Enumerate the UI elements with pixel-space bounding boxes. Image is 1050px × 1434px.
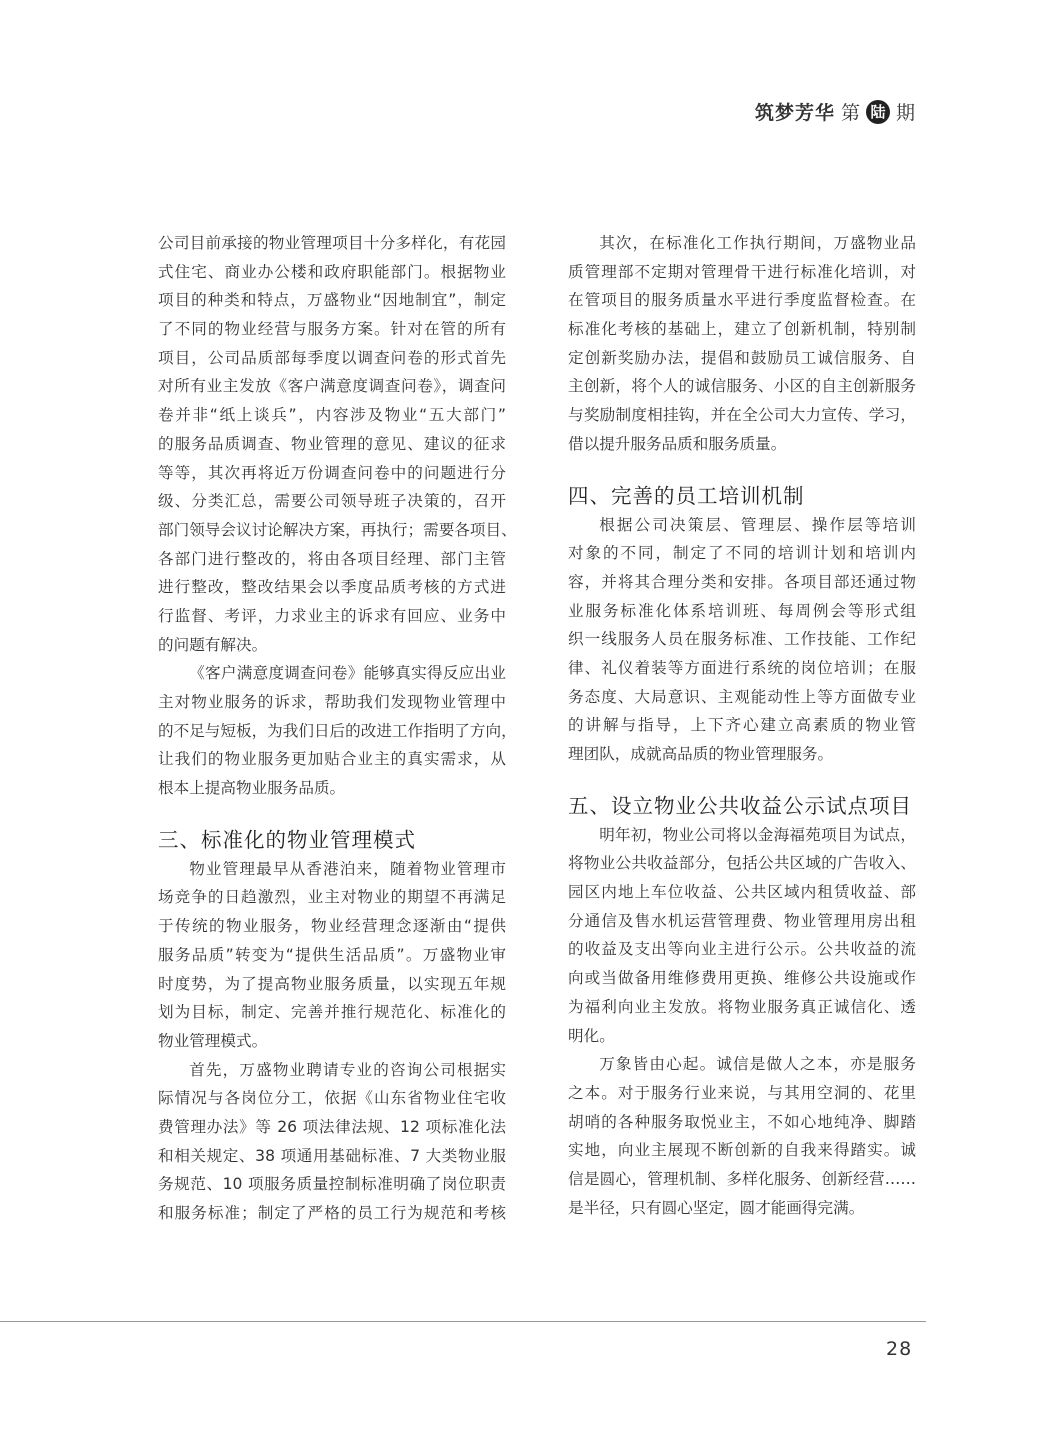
text-line: 明年初，物业公司将以金海福苑项目为试点， — [599, 825, 916, 844]
text-line: 物业管理最早从香港泊来，随着物业管理市 — [189, 859, 506, 878]
text-line: 的问题有解决。 — [158, 635, 268, 654]
text-line: 了不同的物业经营与服务方案。针对在管的所有 — [158, 320, 506, 339]
text-line: 之本。对于服务行业来说，与其用空洞的、花里 — [568, 1083, 916, 1102]
text-line: 律、礼仪着装等方面进行系统的岗位培训；在服 — [568, 658, 916, 677]
section-heading: 五、设立物业公共收益公示试点项目 — [568, 793, 912, 818]
paragraph — [158, 659, 517, 802]
text-line: 对象的不同，制定了不同的培训计划和培训内 — [568, 544, 916, 563]
text-line: 织一线服务人员在服务标准、工作技能、工作纪 — [568, 630, 916, 649]
text-line: 和相关规定、38 项通用基础标准、7 大类物业服 — [158, 1146, 506, 1165]
paragraph — [568, 821, 916, 1051]
text-line: 的讲解与指导，上下齐心建立高素质的物业管 — [568, 716, 916, 735]
issue-prefix: 第 — [840, 102, 860, 124]
text-line: 于传统的物业服务，物业经营理念逐渐由“提供 — [158, 917, 506, 936]
text-line: 其次，在标准化工作执行期间，万盛物业品 — [599, 234, 916, 252]
text-line: 分通信及售水机运营管理费、物业管理用房出租 — [568, 911, 916, 930]
text-line: 园区内地上车位收益、公共区域内租赁收益、部 — [568, 883, 916, 902]
text-line: 卷并非“纸上谈兵”，内容涉及物业“五大部门” — [158, 406, 506, 425]
text-line: 的服务品质调查、物业管理的意见、建议的征求 — [158, 434, 506, 453]
text-line: 和服务标准；制定了严格的员工行为规范和考核 — [158, 1204, 506, 1222]
text-line: 根本上提高物业服务品质。 — [158, 779, 346, 798]
text-line: 级、分类汇总，需要公司领导班子决策的，召开 — [158, 492, 506, 511]
page-number: 28 — [886, 1338, 913, 1360]
text-line: 项目的种类和特点，万盛物业“因地制宜”，制定 — [158, 291, 506, 310]
text-line: 为福利向业主发放。将物业服务真正诚信化、透 — [568, 997, 916, 1016]
paragraph — [158, 855, 506, 1056]
text-line: 业服务标准化体系培训班、每周例会等形式组 — [568, 601, 916, 620]
footer-rule — [0, 1321, 926, 1322]
text-line: 划为目标，制定、完善并推行规范化、标准化的 — [158, 1003, 506, 1022]
text-line: 与奖励制度相挂钩，并在全公司大力宣传、学习， — [568, 406, 916, 425]
section-heading: 三、标准化的物业管理模式 — [158, 827, 416, 852]
text-line: 的收益及支出等向业主进行公示。公共收益的流 — [568, 940, 916, 959]
text-line: 各部门进行整改的，将由各项目经理、部门主管 — [158, 549, 506, 568]
issue-number-badge: 陆 — [866, 100, 890, 124]
text-line: 进行整改，整改结果会以季度品质考核的方式进 — [158, 578, 506, 597]
text-line: 容，并将其合理分类和安排。各项目部还通过物 — [568, 572, 916, 591]
right-column — [568, 229, 916, 1222]
text-line: 主创新，将个人的诚信服务、小区的自主创新服务 — [568, 377, 916, 396]
text-line: 时度势，为了提高物业服务质量，以实现五年规 — [158, 974, 506, 993]
text-line: 费管理办法》等 26 项法律法规、12 项标准化法 — [158, 1117, 506, 1136]
issue-suffix: 期 — [895, 102, 915, 124]
text-line: 标准化考核的基础上，建立了创新机制，特别制 — [568, 320, 916, 339]
text-line: 主对物业服务的诉求，帮助我们发现物业管理中 — [158, 693, 506, 711]
text-line: 理团队，成就高品质的物业管理服务。 — [568, 745, 834, 763]
paragraph — [158, 1056, 506, 1228]
text-line: 根据公司决策层、管理层、操作层等培训 — [599, 515, 916, 534]
text-line: 将物业公共收益部分，包括公共区域的广告收入、 — [568, 854, 916, 873]
text-line: 服务品质”转变为“提供生活品质”。万盛物业审 — [158, 945, 506, 964]
text-line: 《客户满意度调查问卷》能够真实得反应出业 — [189, 664, 506, 683]
text-line: 让我们的物业服务更加贴合业主的真实需求，从 — [158, 750, 506, 769]
text-line: 场竞争的日趋激烈，业主对物业的期望不再满足 — [158, 888, 506, 907]
text-line: 对所有业主发放《客户满意度调查问卷》，调查问 — [158, 377, 506, 396]
paragraph — [568, 511, 916, 769]
text-line: 信是圆心，管理机制、多样化服务、创新经营…… — [568, 1169, 916, 1188]
paragraph — [568, 229, 916, 459]
paragraph — [568, 1050, 916, 1222]
text-line: 向或当做备用维修费用更换、维修公共设施或作 — [568, 969, 916, 988]
section-heading: 四、完善的员工培训机制 — [568, 483, 805, 508]
text-line: 公司目前承接的物业管理项目十分多样化，有花园 — [158, 234, 506, 252]
text-line: 胡哨的各种服务取悦业主，不如心地纯净、脚踏 — [568, 1112, 916, 1131]
running-head — [755, 98, 915, 125]
text-line: 明化。 — [568, 1026, 615, 1045]
magazine-title: 筑梦芳华 — [754, 102, 835, 124]
paragraph — [158, 229, 517, 659]
text-line: 是半径，只有圆心坚定，圆才能画得完满。 — [568, 1198, 865, 1217]
text-line: 务态度、大局意识、主观能动性上等方面做专业 — [568, 687, 916, 706]
text-line: 物业管理模式。 — [158, 1031, 268, 1050]
text-line: 项目，公司品质部每季度以调查问卷的形式首先 — [158, 348, 506, 367]
text-line: 实地，向业主展现不断创新的自我来得踏实。诚 — [568, 1141, 916, 1160]
text-line: 定创新奖励办法，提倡和鼓励员工诚信服务、自 — [568, 348, 916, 367]
text-line: 在管项目的服务质量水平进行季度监督检查。在 — [568, 291, 916, 310]
text-line: 借以提升服务品质和服务质量。 — [568, 434, 787, 453]
text-line: 际情况与各岗位分工，依据《山东省物业住宅收 — [158, 1089, 506, 1108]
text-line: 部门领导会议讨论解决方案，再执行；需要各项目、 — [158, 520, 517, 539]
text-line: 务规范、10 项服务质量控制标准明确了岗位职责 — [158, 1175, 506, 1194]
text-line: 万象皆由心起。诚信是做人之本，亦是服务 — [599, 1055, 916, 1074]
text-line: 的不足与短板，为我们日后的改进工作指明了方向， — [158, 721, 517, 740]
left-column — [158, 229, 517, 1228]
text-line: 首先，万盛物业聘请专业的咨询公司根据实 — [189, 1060, 506, 1079]
text-line: 式住宅、商业办公楼和政府职能部门。根据物业 — [158, 262, 506, 281]
text-line: 行监督、考评，力求业主的诉求有回应、业务中 — [158, 606, 506, 625]
text-line: 等等，其次再将近万份调查问卷中的问题进行分 — [158, 463, 506, 482]
text-line: 质管理部不定期对管理骨干进行标准化培训，对 — [568, 262, 916, 281]
